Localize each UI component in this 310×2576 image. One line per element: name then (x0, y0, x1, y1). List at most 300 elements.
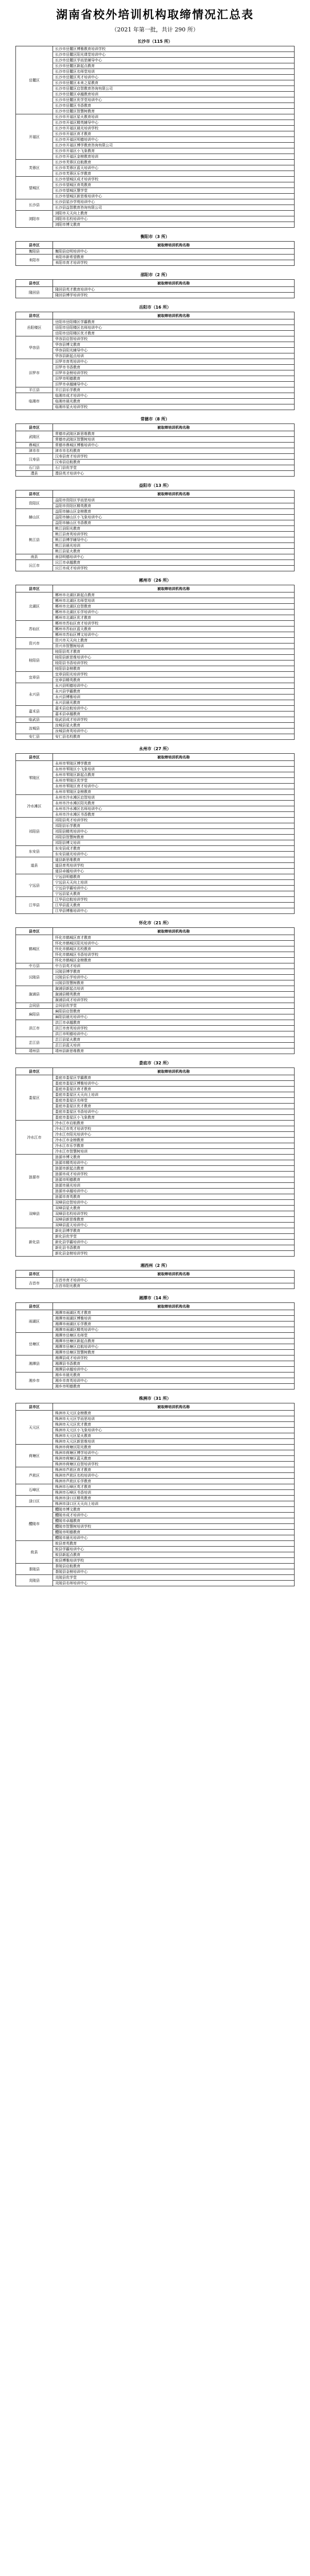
table-row (16, 103, 295, 109)
table-row (16, 498, 295, 503)
table-row (16, 537, 295, 543)
table-row (16, 1467, 295, 1473)
institution-cell: 洪江市卓越教育 (53, 1020, 295, 1026)
table-row (16, 1445, 295, 1450)
institution-cell: 攸县博雅培训学校 (53, 1558, 295, 1564)
area-cell: 江华县 (16, 897, 53, 914)
table-row (16, 1338, 295, 1344)
table-row (16, 1530, 295, 1535)
institution-cell: 湘潭市岳塘区智慧树教育 (53, 1350, 295, 1355)
institution-table (15, 490, 295, 571)
institution-cell: 怀化市鹤城区阳光培训中心 (53, 941, 295, 946)
institution-cell: 株洲市天元区小飞象培训中心 (53, 1428, 295, 1433)
institution-cell: 长沙市开福区晨光培训学校 (53, 126, 295, 131)
institution-cell: 浏阳市天天向上教育 (53, 211, 295, 216)
area-cell: 岳塘区 (16, 1333, 53, 1355)
area-cell: 华容县 (16, 336, 53, 359)
institution-cell: 醴陵市晨光培训中心 (53, 1535, 295, 1541)
table-row (16, 908, 295, 914)
table-row (16, 1501, 295, 1507)
institution-cell: 桂阳县新思维培训中心 (53, 655, 295, 660)
institution-cell: 长沙县星沙学苑培训中心 (53, 199, 295, 205)
area-cell: 资兴市 (16, 638, 53, 649)
institution-cell: 华容县博文教育 (53, 342, 295, 348)
table-row (16, 1496, 295, 1501)
table-row (16, 97, 295, 103)
institution-cell: 浏阳市博文教育 (53, 222, 295, 228)
table-row (16, 609, 295, 615)
institution-cell: 郴州市北湖区优才教育 (53, 615, 295, 621)
institution-cell: 汉寿县育才培训学校 (53, 454, 295, 460)
institution-cell: 株洲市荷塘区启智培训学校 (53, 1462, 295, 1467)
institution-cell: 郴州市苏仙区蓝天教育 (53, 626, 295, 632)
column-header-area: 县市区 (16, 242, 53, 249)
document-title: 湖南省校外培训机构取缔情况汇总表 (56, 8, 254, 22)
institution-cell: 道县新思维教育 (53, 857, 295, 863)
institution-cell: 溆浦县精英教育 (53, 992, 295, 997)
table-row (16, 1109, 295, 1115)
institution-cell: 汨罗市育英培训中心 (53, 359, 295, 365)
institution-cell: 沅陵县智慧树教育 (53, 980, 295, 986)
table-row (16, 1558, 295, 1564)
table-row (16, 1126, 295, 1132)
institution-cell: 株洲市芦淞区名校培训中心 (53, 1473, 295, 1479)
table-row (16, 852, 295, 857)
institution-cell: 宁远县天天向上培训 (53, 880, 295, 886)
column-header-institution: 被取缔培训机构名称 (53, 1068, 295, 1075)
table-row (16, 1183, 295, 1189)
institution-cell: 攸县学霸培训中心 (53, 1547, 295, 1552)
institution-cell: 湘潭市雨湖区精英培训中心 (53, 1327, 295, 1333)
institution-cell: 攸县新起点教育 (53, 1552, 295, 1558)
table-row (16, 897, 295, 903)
table-row (16, 1020, 295, 1026)
institution-cell: 岳阳市岳阳楼区名师培训中心 (53, 325, 295, 331)
table-header-row (16, 1403, 295, 1411)
table-row (16, 165, 295, 171)
table-row (16, 1081, 295, 1087)
institution-cell: 湘潭县卓越培训中心 (53, 1367, 295, 1372)
area-cell: 渌口区 (16, 1496, 53, 1507)
institution-cell: 郴州市北湖区乐学培训中心 (53, 609, 295, 615)
area-cell: 汝城县 (16, 723, 53, 734)
institution-cell: 怀化市鹤城区育才教育 (53, 935, 295, 941)
institution-cell: 怀化市鹤城区书香培训学校 (53, 952, 295, 958)
table-row (16, 880, 295, 886)
institution-cell: 涟源市育英教育 (53, 1194, 295, 1200)
table-row (16, 382, 295, 387)
table-header-row (16, 424, 295, 431)
column-header-area: 县市区 (16, 1270, 53, 1278)
institution-cell: 醴陵市明德教育 (53, 1530, 295, 1535)
table-row (16, 946, 295, 952)
table-row (16, 846, 295, 852)
table-header-row (16, 754, 295, 761)
institution-cell: 株洲市芦淞区乐学教育 (53, 1479, 295, 1484)
institution-cell: 岳阳市岳阳楼区优才教育 (53, 331, 295, 336)
table-row (16, 734, 295, 740)
institution-cell: 株洲市荷塘区博学培训中心 (53, 1450, 295, 1456)
table-row (16, 260, 295, 266)
institution-cell: 芷江县蓝天培训 (53, 1043, 295, 1048)
section-title: 郴州市（26 所） (139, 578, 171, 583)
institution-cell: 涟源市精英培训中心 (53, 1160, 295, 1166)
table-row (16, 342, 295, 348)
table-row (16, 806, 295, 812)
institution-cell: 安仁县名校教育 (53, 734, 295, 740)
institution-cell: 新化县优学堂 (53, 1234, 295, 1240)
table-row (16, 353, 295, 359)
institution-cell: 津市市名校教育 (53, 448, 295, 454)
institution-cell: 双峰县新思维教育 (53, 1217, 295, 1223)
institution-table (15, 753, 295, 914)
table-row (16, 1177, 295, 1183)
institution-cell: 汨罗市金榜培训学校 (53, 370, 295, 376)
area-cell: 宁远县 (16, 874, 53, 897)
area-cell: 雨湖区 (16, 1310, 53, 1333)
area-cell: 芙蓉区 (16, 160, 53, 177)
column-header-institution: 被取缔培训机构名称 (53, 1270, 295, 1278)
section-title: 娄底市（32 所） (139, 1061, 171, 1065)
area-cell: 炎陵县 (16, 1575, 53, 1586)
institution-cell: 益阳市资阳区学而思培训 (53, 498, 295, 503)
table-row (16, 1075, 295, 1081)
table-row (16, 1547, 295, 1552)
institution-cell: 涟源市博文教育 (53, 1155, 295, 1160)
table-row (16, 789, 295, 795)
table-row (16, 1361, 295, 1367)
table-row (16, 526, 295, 532)
table-row (16, 835, 295, 840)
table-row (16, 515, 295, 520)
table-row (16, 1428, 295, 1433)
institution-cell: 桂阳县金榜教育 (53, 666, 295, 672)
table-row (16, 1355, 295, 1361)
institution-cell: 炎陵县名师培训中心 (53, 1581, 295, 1586)
table-row (16, 399, 295, 404)
table-row (16, 431, 295, 437)
document-header (0, 0, 310, 38)
area-cell: 石门县 (16, 465, 53, 471)
table-row (16, 222, 295, 228)
column-header-institution: 被取缔培训机构名称 (53, 754, 295, 761)
section-title: 株洲市（31 所） (139, 1396, 171, 1401)
table-row (16, 886, 295, 891)
table-row (16, 1211, 295, 1217)
institution-cell: 永兴县博雅培训 (53, 694, 295, 700)
table-row (16, 1484, 295, 1490)
area-cell: 天元区 (16, 1411, 53, 1445)
area-cell: 攸县 (16, 1541, 53, 1564)
table-row (16, 549, 295, 554)
institution-cell: 株洲市渌口区天天向上培训 (53, 1501, 295, 1507)
area-cell: 桃江县 (16, 526, 53, 554)
institution-table (15, 1302, 295, 1389)
section-title: 益阳市（13 所） (139, 483, 171, 488)
institution-cell: 双峰县名校培训学校 (53, 1211, 295, 1217)
institution-cell: 益阳市赫山区书香教育 (53, 520, 295, 526)
table-row (16, 1132, 295, 1138)
column-header-area: 县市区 (16, 928, 53, 935)
area-cell: 东安县 (16, 846, 53, 857)
city-section (15, 1395, 295, 1586)
institution-cell: 湘潭市雨湖区博雅培训 (53, 1316, 295, 1321)
institution-table (15, 1403, 295, 1586)
table-row (16, 952, 295, 958)
table-row (16, 801, 295, 806)
table-row (16, 154, 295, 160)
institution-table (15, 312, 295, 410)
table-row (16, 632, 295, 638)
table-row (16, 1206, 295, 1211)
institution-cell: 长沙市开福区小飞象教育 (53, 148, 295, 154)
institution-cell: 新化县博学教育 (53, 1228, 295, 1234)
institution-cell: 永州市冷水滩区阳光教育 (53, 801, 295, 806)
institution-cell: 东安县成才教育 (53, 846, 295, 852)
table-row (16, 1344, 295, 1350)
table-header-row (16, 312, 295, 319)
table-row (16, 958, 295, 963)
institution-cell: 冷水江市乐学教育 (53, 1143, 295, 1149)
table-row (16, 255, 295, 260)
institution-cell: 华容县新起点培训 (53, 353, 295, 359)
area-cell: 汨罗市 (16, 359, 53, 387)
institution-cell: 郴州市苏仙区育才培训学校 (53, 621, 295, 626)
institution-cell: 醴陵市博文教育 (53, 1507, 295, 1513)
area-cell: 耒阳市 (16, 255, 53, 266)
institution-cell: 洪江市明德培训中心 (53, 1031, 295, 1037)
area-cell: 荷塘区 (16, 1445, 53, 1467)
table-row (16, 404, 295, 410)
institution-cell: 溆浦县新起点培训 (53, 986, 295, 992)
table-row (16, 638, 295, 643)
table-row (16, 465, 295, 471)
table-row (16, 1473, 295, 1479)
table-row (16, 869, 295, 874)
institution-cell: 株洲市天元区金榜教育 (53, 1411, 295, 1416)
area-cell: 赫山区 (16, 509, 53, 526)
institution-cell: 祁阳县精英培训中心 (53, 829, 295, 835)
table-row (16, 1228, 295, 1234)
column-header-area: 县市区 (16, 424, 53, 431)
table-row (16, 387, 295, 393)
table-row (16, 863, 295, 869)
institution-cell: 宁远县明德教育 (53, 874, 295, 880)
column-header-area: 县市区 (16, 585, 53, 592)
table-row (16, 857, 295, 863)
table-row (16, 1026, 295, 1031)
table-header-row (16, 490, 295, 498)
institution-cell: 怀化市鹤城区名校教育 (53, 946, 295, 952)
table-row (16, 903, 295, 908)
institution-cell: 桃江县博学辅导中心 (53, 537, 295, 543)
institution-cell: 长沙市芙蓉区蓝天培训中心 (53, 165, 295, 171)
area-cell: 祁阳县 (16, 818, 53, 846)
institution-cell: 会同县优学堂 (53, 1003, 295, 1009)
institution-cell: 澧县英才培训中心 (53, 471, 295, 477)
table-row (16, 672, 295, 677)
institution-cell: 双峰县蓝天培训中心 (53, 1223, 295, 1228)
city-section (15, 1059, 295, 1257)
table-row (16, 717, 295, 723)
table-row (16, 543, 295, 549)
institution-cell: 祁阳县英才培训学校 (53, 818, 295, 823)
table-row (16, 1433, 295, 1439)
institution-cell: 长沙市岳麓区优学堂培训中心 (53, 97, 295, 103)
table-row (16, 454, 295, 460)
table-row (16, 829, 295, 835)
table-row (16, 935, 295, 941)
table-row (16, 325, 295, 331)
section-title: 湘潭市（14 所） (139, 1296, 171, 1300)
table-row (16, 1513, 295, 1518)
table-row (16, 604, 295, 609)
table-row (16, 1048, 295, 1054)
institution-cell: 资兴市天天向上教育 (53, 638, 295, 643)
institution-cell: 常德市鼎城区博雅培训中心 (53, 443, 295, 448)
table-row (16, 592, 295, 598)
institution-cell: 涟源市新起点教育 (53, 1166, 295, 1172)
table-row (16, 1155, 295, 1160)
institution-cell: 郴州市苏仙区博文培训中心 (53, 632, 295, 638)
institution-cell: 芷江县星火教育 (53, 1037, 295, 1043)
institution-cell: 隆回县博学培训学校 (53, 293, 295, 298)
section-title: 怀化市（21 所） (139, 921, 171, 925)
table-row (16, 1439, 295, 1445)
institution-cell: 道县育英培训学校 (53, 863, 295, 869)
area-cell: 双峰县 (16, 1200, 53, 1228)
area-cell: 麻阳县 (16, 1009, 53, 1020)
section-title: 永州市（27 所） (139, 747, 171, 751)
institution-cell: 桃江县晨光培训 (53, 543, 295, 549)
table-row (16, 1535, 295, 1541)
table-row (16, 554, 295, 560)
institution-cell: 新化县学霸培训中心 (53, 1240, 295, 1245)
area-cell: 武陵区 (16, 431, 53, 443)
table-row (16, 643, 295, 649)
table-row (16, 1234, 295, 1240)
institution-cell: 株洲市天元区星火教育 (53, 1433, 295, 1439)
table-row (16, 131, 295, 137)
area-cell: 靖州县 (16, 1048, 53, 1054)
table-row (16, 1479, 295, 1484)
table-header-row (16, 242, 295, 249)
section-title: 长沙市（115 所） (137, 39, 173, 44)
city-section (15, 303, 295, 410)
table-row (16, 177, 295, 182)
institution-cell: 永州市零陵区育才培训中心 (53, 784, 295, 789)
column-header-area: 县市区 (16, 312, 53, 319)
institution-cell: 新化县金榜培训学校 (53, 1251, 295, 1257)
institution-cell: 靖州县新思维教育 (53, 1048, 295, 1054)
table-row (16, 1251, 295, 1257)
table-row (16, 1087, 295, 1092)
institution-cell: 永州市零陵区金榜教育 (53, 789, 295, 795)
institution-table (15, 1270, 295, 1289)
institution-cell: 长沙市开福区博学教育咨询有限公司 (53, 143, 295, 148)
table-row (16, 1411, 295, 1416)
table-row (16, 69, 295, 75)
institution-cell: 长沙市望城区慧学堂 (53, 188, 295, 194)
table-row (16, 92, 295, 97)
table-row (16, 1575, 295, 1581)
institution-cell: 长沙市开福区明德培训中心 (53, 137, 295, 143)
table-row (16, 1552, 295, 1558)
institution-cell: 桂阳县英才教育 (53, 649, 295, 655)
table-header-row (16, 280, 295, 287)
document-subtitle: （2021 年第一批，共计 290 所） (111, 26, 199, 33)
area-cell: 岳麓区 (16, 46, 53, 114)
institution-cell: 桃江县阳光教育 (53, 526, 295, 532)
institution-cell: 湘潭市岳塘区新起点教育 (53, 1338, 295, 1344)
institution-cell: 长沙市岳麓区未来之星教育 (53, 80, 295, 86)
institution-cell: 桂阳县书香培训学校 (53, 660, 295, 666)
institution-cell: 溆浦县成才培训学校 (53, 997, 295, 1003)
institution-cell: 祁阳县乐学教育 (53, 823, 295, 829)
institution-cell: 娄底市娄星区优才教育 (53, 1104, 295, 1109)
table-row (16, 660, 295, 666)
institution-cell: 永州市零陵区小飞象培训 (53, 767, 295, 772)
institution-cell: 株洲市天元区优才教育 (53, 1422, 295, 1428)
area-cell: 涟源市 (16, 1155, 53, 1200)
table-row (16, 376, 295, 382)
institution-cell: 祁阳县智慧树教育 (53, 835, 295, 840)
area-cell: 鹤城区 (16, 935, 53, 963)
area-cell: 沅江市 (16, 560, 53, 571)
institution-cell: 长沙市开福区精英辅导中心 (53, 120, 295, 126)
column-header-institution: 被取缔培训机构名称 (53, 280, 295, 287)
table-row (16, 1160, 295, 1166)
institution-cell: 沅江市卓越教育 (53, 560, 295, 566)
area-cell: 岳阳楼区 (16, 319, 53, 336)
table-row (16, 1104, 295, 1109)
institution-cell: 永州市零陵区优学堂 (53, 778, 295, 784)
table-row (16, 1350, 295, 1355)
table-row (16, 216, 295, 222)
institution-cell: 嘉禾县卓越教育 (53, 711, 295, 717)
institution-table (15, 927, 295, 1054)
institution-cell: 长沙市望城区育英教育 (53, 182, 295, 188)
institution-cell: 汨罗市卓越辅导中心 (53, 382, 295, 387)
area-cell: 湘乡市 (16, 1372, 53, 1389)
table-row (16, 348, 295, 353)
table-row (16, 980, 295, 986)
table-row (16, 1098, 295, 1104)
table-row (16, 120, 295, 126)
institution-cell: 长沙市岳麓区启智教育咨询有限公司 (53, 86, 295, 92)
institution-cell: 娄底市娄星区学霸教育 (53, 1075, 295, 1081)
table-row (16, 1138, 295, 1143)
institution-cell: 麻阳县晨光培训中心 (53, 1014, 295, 1020)
table-row (16, 700, 295, 706)
institution-cell: 桃江县星火教育 (53, 549, 295, 554)
institution-cell: 株洲市天元区学而思培训 (53, 1416, 295, 1422)
section-title: 湘西州（2 所） (140, 1263, 170, 1268)
table-row (16, 626, 295, 632)
area-cell: 北湖区 (16, 592, 53, 621)
institution-cell: 岳阳市岳阳楼区学霸教育 (53, 319, 295, 325)
institution-cell: 茶陵县启航教育 (53, 1564, 295, 1569)
area-cell: 衡阳县 (16, 249, 53, 255)
table-row (16, 941, 295, 946)
institution-cell: 醴陵市卓越教育 (53, 1518, 295, 1524)
table-row (16, 114, 295, 120)
institution-cell: 宁远县学霸培训中心 (53, 886, 295, 891)
city-section (15, 233, 295, 266)
table-row (16, 655, 295, 660)
table-row (16, 615, 295, 621)
table-row (16, 126, 295, 131)
